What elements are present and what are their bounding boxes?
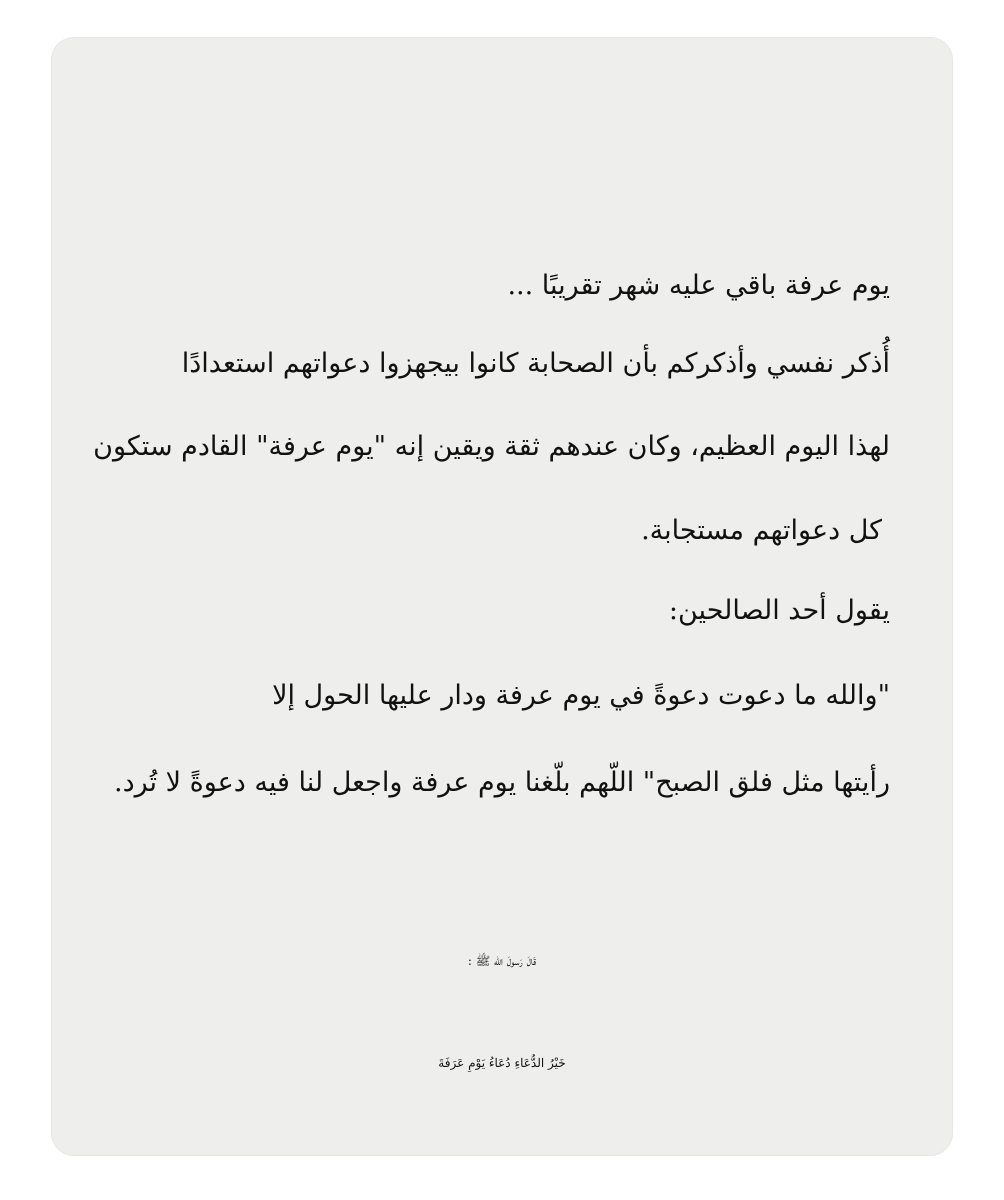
paragraph-line-5: يقول أحد الصالحين: [668,595,890,626]
paragraph-line-2: أُذكر نفسي وأذكركم بأن الصحابة كانوا بيجهزوا دعواتهم استعدادًا [181,348,890,379]
hadith-text: خَيْرُ الدُّعَاءِ دُعَاءُ يَوْمِ عَرَفَةَ [438,1056,566,1070]
paragraph-line-7: رأيتها مثل فلق الصبح" اللّهم بلّغنا يوم عرفة واجعل لنا فيه دعوةً لا تُرد. [114,767,890,798]
hadith-intro: قَالَ رَسولَ الله ﷺ : [467,954,537,968]
paragraph-line-4: كل دعواتهم مستجابة. [641,515,882,546]
paragraph-line-6: "والله ما دعوت دعوةً في يوم عرفة ودار عليها الحول إلا [272,680,890,711]
paragraph-line-1: يوم عرفة باقي عليه شهر تقريبًا ... [507,270,890,301]
paragraph-line-3: لهذا اليوم العظيم، وكان عندهم ثقة ويقين إنه "يوم عرفة" القادم ستكون [93,431,890,462]
document-card [52,38,952,1155]
